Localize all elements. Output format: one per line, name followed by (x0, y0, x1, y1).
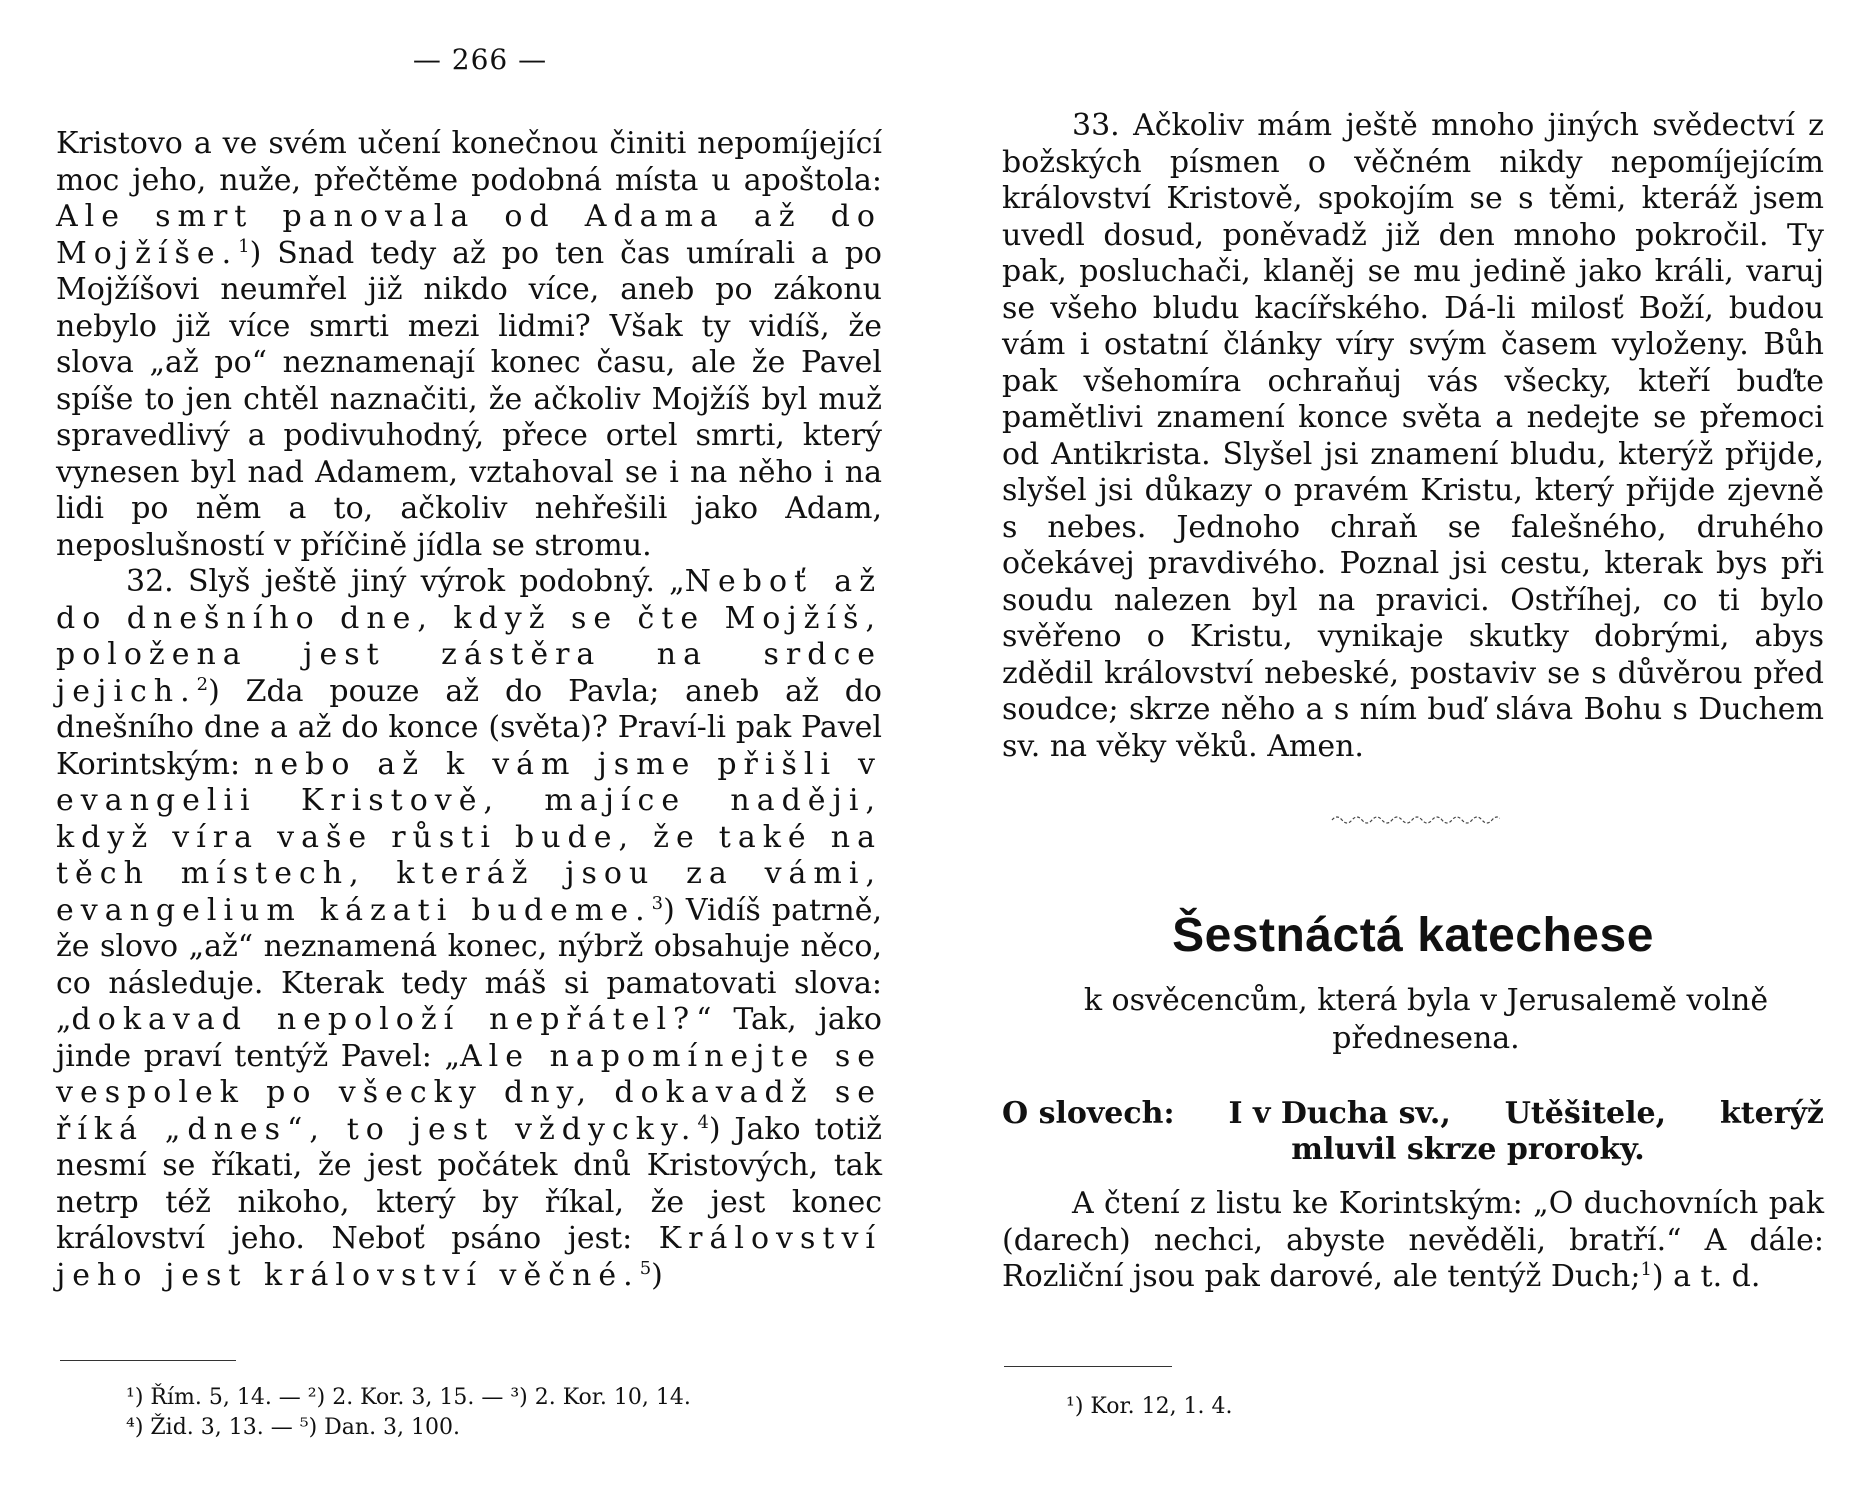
section-heading-line (1002, 1096, 1824, 1132)
section-heading (1002, 1096, 1824, 1168)
footnote-ref: 1 (238, 235, 250, 257)
text-run: ) (651, 1257, 663, 1293)
footnotes (1066, 1392, 1826, 1422)
section-heading-line: mluvil skrze proroky. (1291, 1132, 1645, 1167)
text-run: ) Jako totiž nesmí se říkati, že jest počátek dnů Kristových, tak netrp též nikoho, který by říkal, že jest konec království jeho. Neboť psáno jest: (56, 1111, 882, 1256)
emphasized-quote: Ale napomínejte se vespolek po všecky dny, dokavadž se říká „dnes“, to jest vždycky. (56, 1038, 883, 1147)
ornament-divider (1330, 810, 1500, 830)
footnote-ref: 2 (196, 673, 209, 695)
reading-paragraph (1002, 1186, 1824, 1296)
text-run: ) Snad tedy až po ten čas umírali a po Mojžíšovi neumřel již nikdo více, aneb po zákonu nebylo již více smrti mezi lidmi? Však ty vidíš, že slova „až po“ neznamenají konec času, ale že Pavel spíše to jen chtěl naznačiti, že ačkoliv Mojžíš byl muž spravedlivý a podivuhodný, přece ortel smrti, který vynesen byl nad Adamem, vztahoval se i na něho i na lidi po něm a to, ačkoliv nehřešili jako Adam, neposlušností v příčině jídla se stromu. (56, 235, 882, 563)
footnote-ref: 3 (651, 892, 664, 914)
footnote-line: ⁴) Žid. 3, 13. — ⁵) Dan. 3, 100. (126, 1415, 461, 1440)
footnote-ref: 1 (1640, 1259, 1652, 1280)
footnote-ref: 5 (639, 1257, 652, 1279)
text-run: 32. Slyš ještě jiný výrok podobný. „ (126, 564, 685, 599)
emphasized-quote: dokavad nepoloží nepřátel? (71, 1002, 697, 1037)
text-run: Kristovo a ve svém učení konečnou činiti nepomíjející moc jeho, nuže, přečtěme podobná místa u apoštola: (56, 126, 882, 198)
footnote-divider (1004, 1366, 1172, 1367)
emphasized-quote: Království jeho jest království věčné. (56, 1221, 882, 1293)
heading-part: O slovech: (1002, 1096, 1175, 1131)
right-body-text (1002, 108, 1824, 765)
heading-part: kterýž (1719, 1096, 1824, 1131)
text-run: ) Vidíš patrně, že slovo „až“ neznamená konec, nýbrž obsahuje něco, co následuje. Kterak tedy máš si pamatovati slova: „ (56, 892, 882, 1037)
emphasized-quote: Ale smrt panovala od Adama až do Mojžíše. (56, 199, 882, 271)
left-body-text (56, 126, 882, 1294)
text-run: ) Zda pouze až do Pavla; aneb až do dnešního dne a až do konce (světa)? Praví-li pak Pavel Korintským: (56, 673, 882, 782)
footnote-ref: 4 (697, 1111, 709, 1133)
reading-text (1002, 1186, 1824, 1296)
text-run: A čtení z listu ke Korintským: „O duchovních pak (darech) nechci, abyste nevěděli, bratří.“ A dále: Rozliční jsou pak darové, ale tentýž Duch; (1002, 1186, 1824, 1294)
right-page (936, 0, 1872, 1500)
footnotes (126, 1383, 896, 1443)
emphasized-quote: Neboť až do dnešního dne, když se čte Mojžíš, položena jest zástěra na srdce jejich. (56, 564, 883, 709)
paragraph-31-end (56, 126, 882, 564)
footnote-line: ¹) Řím. 5, 14. — ²) 2. Kor. 3, 15. — ³) 2. Kor. 10, 14. (126, 1385, 691, 1410)
text-run: “ Tak, jako jinde praví tentýž Pavel: „ (56, 1002, 882, 1074)
chapter-subtitle: k osvěcencům, která byla v Jerusalemě volně přednesena. (1083, 983, 1769, 1056)
emphasized-quote: nebo až k vám jsme přišli v evangelii Kristově, majíce naději, když víra vaše růsti bude, že také na těch místech, kteráž jsou za vámi, evangelium kázati budeme. (56, 746, 883, 928)
page-number: — 266 — (412, 43, 548, 76)
paragraph-32 (56, 564, 882, 1294)
footnote-divider (60, 1360, 236, 1361)
chapter-title: Šestnáctá katechese (1172, 909, 1654, 962)
paragraph-33: 33. Ačkoliv mám ještě mnoho jiných svědectví z božských písmen o věčném nikdy nepomíjejícím království Kristově, spokojím se s těmi, kteráž jsem uvedl dosud, poněvadž již den mnoho pokročil. Ty pak, posluchači, klaněj se mu jedině jako králi, varuj se všeho bludu kacířského. Dá-li milosť Boží, budou vám i ostatní články víry svým časem vyloženy. Bůh pak všehomíra ochraňuj vás všecky, kteří buďte pamětlivi znamení konce světa a nedejte se přemoci od Antikrista. Slyšel jsi znamení bludu, kterýž přijde, slyšel jsi důkazy o pravém Kristu, který přijde zjevně s nebes. Jednoho chraň se falešného, druhého očekávej pravdivého. Poznal jsi cestu, kterak bys při soudu nalezen byl na pravici. Ostříhej, co ti bylo svěřeno o Kristu, vynikaje skutky dobrými, abys zdědil království nebeské, postaviv se s důvěrou před soudce; skrze něho a s ním buď sláva Bohu s Duchem sv. na věky věků. Amen. (1002, 108, 1824, 764)
footnote-line: ¹) Kor. 12, 1. 4. (1066, 1394, 1233, 1419)
heading-part: Utěšitele, (1504, 1096, 1667, 1131)
text-run: ) a t. d. (1651, 1259, 1761, 1294)
heading-part: I v Ducha sv., (1228, 1096, 1451, 1131)
